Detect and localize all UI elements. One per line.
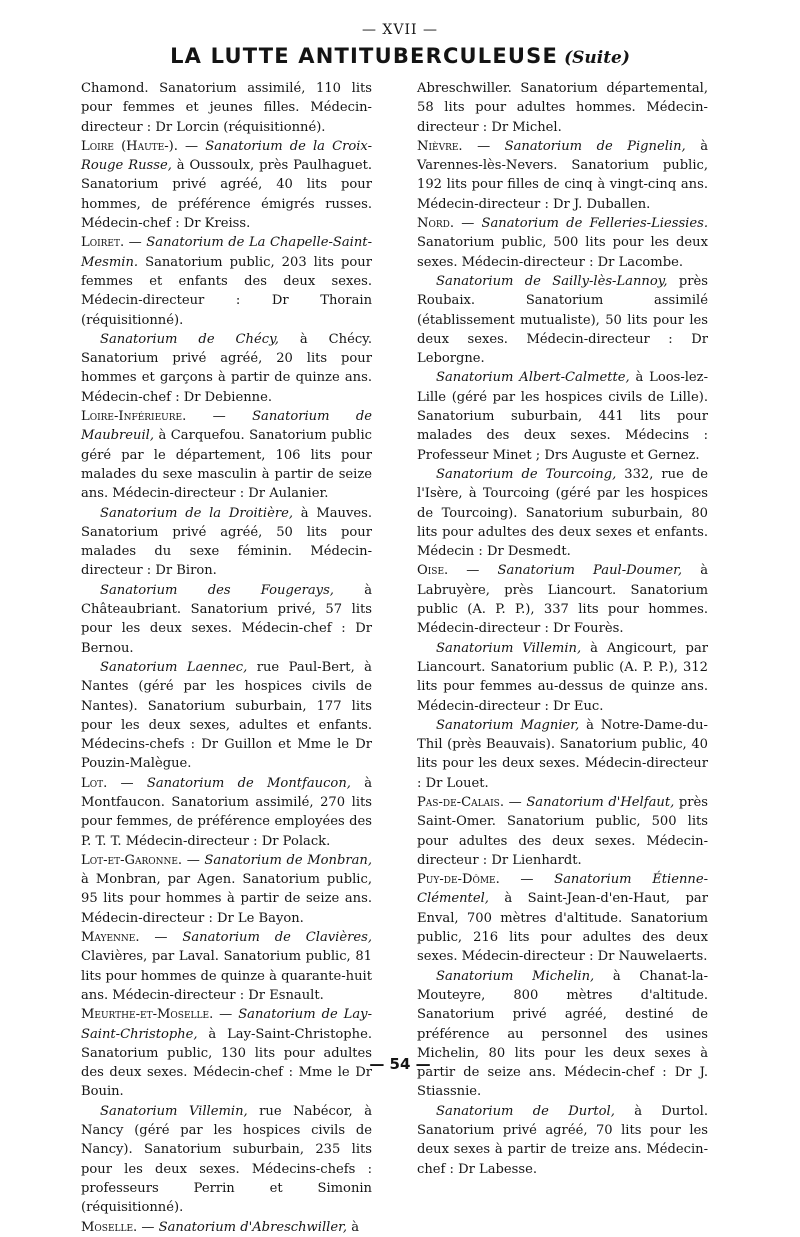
sanatorium-entry (417, 272, 708, 368)
title-text: LA LUTTE ANTITUBERCULEUSE (170, 44, 559, 68)
sanatorium-name: Sanatorium de Maubreuil, (81, 409, 372, 444)
entry-text: Sanatorium public, 500 lits pour les deux sexes. Médecin-directeur : Dr Lacombe. (417, 235, 708, 270)
sanatorium-name: Sanatorium de la Droitière, (100, 505, 294, 521)
department-name: Lot-et-Garonne. — (81, 852, 205, 868)
department-name: Mayenne. — (81, 930, 183, 946)
sanatorium-entry (417, 368, 708, 464)
sanatorium-name: Sanatorium de Durtol, (436, 1103, 615, 1119)
sanatorium-entry (81, 330, 372, 407)
title-suffix: (Suite) (564, 48, 630, 68)
sanatorium-entry (81, 137, 372, 233)
sanatorium-name: Sanatorium Magnier, (436, 717, 580, 733)
entry-text: à Lay-Saint-Christophe. Sanatorium public, 130 lits pour adultes des deux sexes. Médecin-chef : Mme le Dr Bouin. (81, 1026, 372, 1100)
entry-text: à (347, 1219, 360, 1235)
entry-text: à Monbran, par Agen. Sanatorium public, 95 lits pour hommes à partir de seize ans. Médecin-directeur : Dr Le Bayon. (81, 872, 372, 926)
sanatorium-entry (417, 639, 708, 716)
department-name: Meurthe-et-Moselle. — (81, 1007, 239, 1023)
sanatorium-entry (417, 137, 708, 214)
sanatorium-name: Sanatorium de Clavières, (182, 930, 372, 946)
entry-text: à Chanat-la-Mouteyre, 800 mètres d'altitude. Sanatorium privé agréé, destiné de préférence au personnel des usines Michelin, 80 lits pour les deux sexes à partir de seize ans. Médecin-chef : Dr J. Stiassnie. (417, 968, 709, 1100)
entry-text: Sanatorium public, 203 lits pour femmes et enfants des deux sexes. Médecin-directeur : Dr Thorain (réquisitionné). (81, 254, 372, 328)
entry-text: à Varennes-lès-Nevers. Sanatorium public, 192 lits pour filles de cinq à vingt-cinq ans. Médecin-directeur : Dr J. Duballen. (417, 138, 708, 212)
sanatorium-entry (417, 561, 708, 638)
sanatorium-entry (81, 79, 372, 137)
sanatorium-name: Sanatorium Michelin, (436, 968, 595, 984)
sanatorium-entry (81, 774, 372, 851)
sanatorium-entry (417, 1102, 708, 1179)
sanatorium-name: Sanatorium de La Chapelle-Saint-Mesmin. (81, 235, 372, 270)
sanatorium-entry (417, 465, 708, 561)
roman-page-number: — XVII — (361, 22, 439, 38)
entry-text: Clavières, par Laval. Sanatorium public, 81 lits pour hommes de quinze à quarante-huit ans. Médecin-directeur : Dr Esnault. (81, 949, 372, 1003)
department-name: Pas-de-Calais. — (417, 794, 527, 810)
page-title (0, 44, 800, 68)
sanatorium-name: Sanatorium Villemin, (100, 1103, 248, 1119)
entry-text: à Châteaubriant. Sanatorium privé, 57 lits pour les deux sexes. Médecin-chef : Dr Bernou. (81, 582, 372, 656)
department-name: Moselle. — (81, 1219, 159, 1235)
sanatorium-name: Sanatorium de Chécy, (100, 331, 279, 347)
entry-text: à Saint-Jean-d'en-Haut, par Enval, 700 mètres d'altitude. Sanatorium public, 216 lits pour adultes des deux sexes. Médecin-directeur : Dr Nauwelaerts. (417, 891, 708, 965)
department-name: Puy-de-Dôme. — (417, 872, 555, 888)
sanatorium-name: Sanatorium de Pignelin, (504, 138, 686, 154)
sanatorium-entry (81, 851, 372, 928)
sanatorium-entry (417, 793, 708, 870)
entry-text: à Chécy. Sanatorium privé agréé, 20 lits pour hommes et garçons à partir de quinze ans. Médecin-chef : Dr Debienne. (81, 331, 372, 405)
sanatorium-name: Sanatorium de Tourcoing, (436, 466, 617, 482)
department-name: Loiret. — (81, 235, 147, 251)
sanatorium-name: Sanatorium Villemin, (436, 640, 582, 656)
entry-text: à Labruyère, près Liancourt. Sanatorium public (A. P. P.), 337 lits pour hommes. Médecin-directeur : Dr Fourès. (417, 563, 709, 637)
entry-text: à Oussoulx, près Paulhaguet. Sanatorium privé agréé, 40 lits pour hommes, de préférence émigrés russes. Médecin-chef : Dr Kreiss. (81, 158, 372, 232)
footer-page-number: — 54 — (369, 1055, 431, 1073)
sanatorium-entry (81, 581, 372, 658)
department-name: Loire-Inférieure. — (81, 409, 253, 425)
entry-text: à Loos-lez-Lille (géré par les hospices civils de Lille). Sanatorium suburbain, 441 lits pour malades des deux sexes. Médecins : Professeur Minet ; Drs Auguste et Gernez. (417, 370, 709, 463)
sanatorium-entry (81, 407, 372, 503)
department-name: Loire (Haute-). — (81, 138, 206, 154)
sanatorium-entry (81, 1218, 372, 1237)
sanatorium-name: Sanatorium d'Abreschwiller, (158, 1219, 348, 1235)
entry-text: Chamond. Sanatorium assimilé, 110 lits pour femmes et jeunes filles. Médecin-directeur : Dr Lorcin (réquisitionné). (81, 81, 372, 135)
sanatorium-entry (81, 1102, 372, 1218)
sanatorium-entry (81, 1005, 372, 1101)
sanatorium-entry (81, 504, 372, 581)
sanatorium-name: Sanatorium de Felleries-Liessies. (481, 216, 708, 232)
sanatorium-entry (81, 233, 372, 329)
sanatorium-name: Sanatorium de Sailly-lès-Lannoy, (436, 273, 668, 289)
sanatorium-entry (417, 214, 708, 272)
entry-text: à Notre-Dame-du-Thil (près Beauvais). Sanatorium public, 40 lits pour les deux sexes. Médecin-directeur : Dr Louet. (417, 717, 708, 791)
entry-text: à Montfaucon. Sanatorium assimilé, 270 lits pour femmes, de préférence employées des P. T. T. Médecin-directeur : Dr Polack. (81, 775, 373, 849)
department-name: Nord. — (417, 216, 482, 232)
department-name: Oise. — (417, 563, 498, 579)
sanatorium-name: Sanatorium Laennec, (100, 659, 248, 675)
sanatorium-entry (81, 928, 372, 1005)
entry-text: rue Nabécor, à Nancy (géré par les hospices civils de Nancy). Sanatorium suburbain, 235 lits pour les deux sexes. Médecins-chefs : professeurs Perrin et Simonin (réquisitionné). (81, 1103, 372, 1216)
right-column (417, 79, 708, 1179)
entry-text: près Saint-Omer. Sanatorium public, 500 lits pour adultes des deux sexes. Médecin-directeur : Dr Lienhardt. (417, 794, 708, 868)
entry-text: à Durtol. Sanatorium privé agréé, 70 lits pour les deux sexes à partir de treize ans. Médecin-chef : Dr Labesse. (417, 1103, 708, 1177)
sanatorium-name: Sanatorium Albert-Calmette, (436, 370, 630, 386)
sanatorium-name: Sanatorium de Lay-Saint-Christophe, (81, 1007, 372, 1042)
entry-text: rue Paul-Bert, à Nantes (géré par les hospices civils de Nantes). Sanatorium suburbain, 177 lits pour les deux sexes, adultes et enfants. Médecins-chefs : Dr Guillon et Mme le Dr Pouzin-Malègue. (81, 659, 372, 772)
sanatorium-entry (417, 716, 708, 793)
entry-text: Abreschwiller. Sanatorium départemental, 58 lits pour adultes hommes. Médecin-directeur : Dr Michel. (417, 81, 708, 135)
sanatorium-entry (417, 870, 708, 966)
department-name: Nièvre. — (417, 138, 505, 154)
entry-text: à Carquefou. Sanatorium public géré par le département, 106 lits pour malades du sexe masculin à partir de seize ans. Médecin-directeur : Dr Aulanier. (81, 428, 372, 502)
sanatorium-name: Sanatorium d'Helfaut, (526, 794, 675, 810)
sanatorium-name: Sanatorium de la Croix-Rouge Russe, (81, 138, 372, 174)
sanatorium-entry (417, 79, 708, 137)
entry-text: à Angicourt, par Liancourt. Sanatorium public (A. P. P.), 312 lits pour femmes au-dessus de quinze ans. Médecin-directeur : Dr Euc. (417, 640, 709, 714)
entry-text: près Roubaix. Sanatorium assimilé (établissement mutualiste), 50 lits pour les deux sexes. Médecin-directeur : Dr Leborgne. (417, 273, 708, 367)
sanatorium-name: Sanatorium de Monbran, (204, 852, 372, 868)
sanatorium-name: Sanatorium Étienne-Clémentel, (417, 872, 708, 907)
entry-text: à Mauves. Sanatorium privé agréé, 50 lits pour malades du sexe féminin. Médecin-directeur : Dr Biron. (81, 505, 373, 579)
sanatorium-entry (81, 658, 372, 774)
entry-text: 332, rue de l'Isère, à Tourcoing (géré par les hospices de Tourcoing). Sanatorium suburbain, 80 lits pour adultes des deux sexes et enfants. Médecin : Dr Desmedt. (417, 466, 708, 560)
sanatorium-name: Sanatorium Paul-Doumer, (497, 563, 683, 579)
sanatorium-name: Sanatorium des Fougerays, (100, 582, 334, 598)
department-name: Lot. — (81, 775, 147, 791)
sanatorium-entry (417, 967, 708, 1102)
sanatorium-name: Sanatorium de Montfaucon, (146, 775, 351, 791)
